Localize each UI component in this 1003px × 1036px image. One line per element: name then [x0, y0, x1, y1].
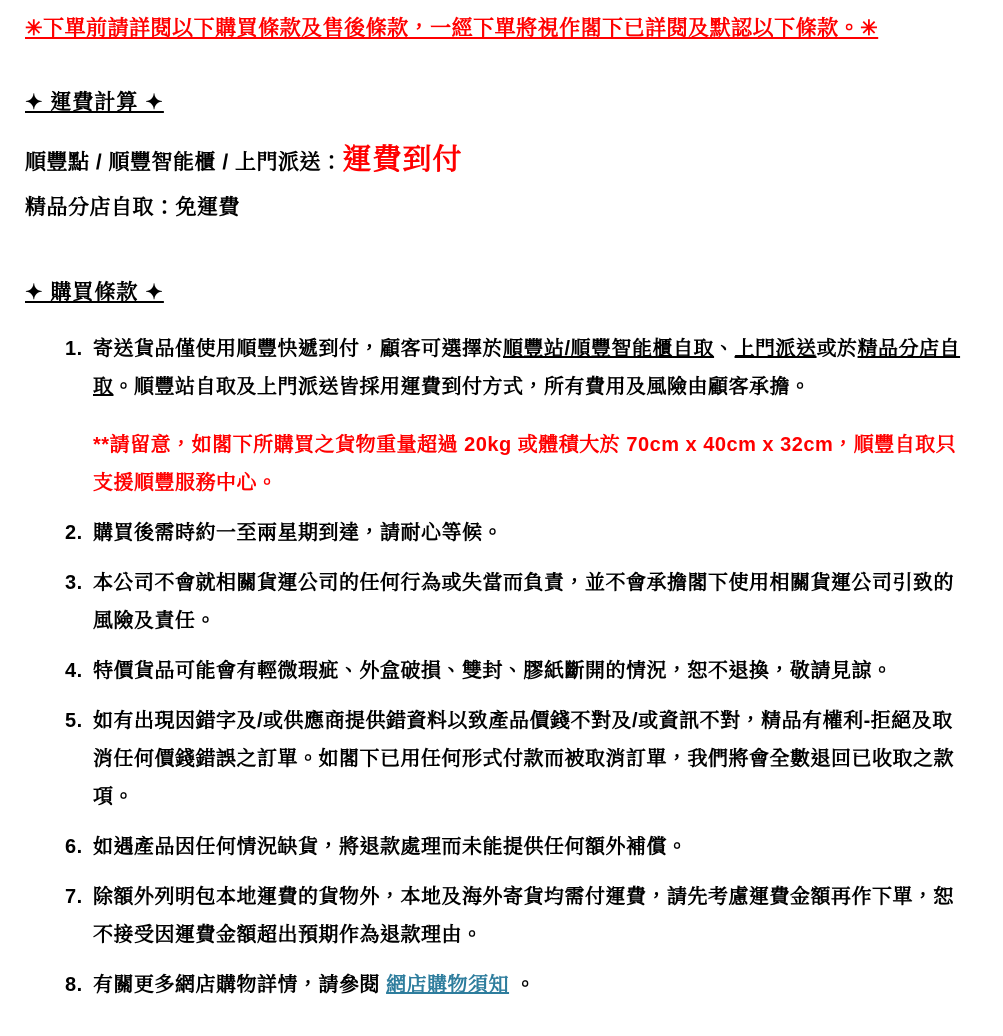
term-number: 2. [65, 522, 83, 544]
shipping-calc-heading: ✦ 運費計算 ✦ [25, 91, 164, 114]
shipping-cod-value: 運費到付 [342, 144, 463, 176]
term-segment: 有關更多網店購物詳情，請參閱 [93, 974, 387, 996]
term-number: 8. [65, 974, 83, 996]
term-number: 1. [65, 338, 83, 360]
term-segment: 購買後需時約一至兩星期到達，請耐心等候。 [93, 522, 503, 544]
term-item [65, 828, 965, 866]
term-segment: 或於 [816, 338, 858, 360]
underlined-term: 精品分店自取 [93, 338, 961, 398]
weight-limit-note: **請留意，如閣下所購買之貨物重量超過 20kg 或體積大於 70cm x 40cm x 32cm，順豐自取只支援順豐服務中心。 [93, 434, 957, 494]
purchase-terms-heading: ✦ 購買條款 ✦ [25, 281, 164, 304]
term-item [65, 878, 965, 954]
term-item [65, 514, 965, 552]
underlined-term: 上門派送 [734, 338, 817, 360]
term-text [93, 564, 965, 640]
pre-order-notice: ✳下單前請詳閱以下購買條款及售後條款，一經下單將視作閣下已詳閱及默認以下條款。✳ [25, 17, 879, 40]
term-segment: 特價貨品可能會有輕微瑕疵、外盒破損、雙封、膠紙斷開的情況，恕不退換，敬請見諒。 [93, 660, 893, 682]
term-text [93, 330, 965, 502]
term-item [65, 652, 965, 690]
term-segment: 除額外列明包本地運費的貨物外，本地及海外寄貨均需付運費，請先考慮運費金額再作下單，恕不接受因運費金額超出預期作為退款理由。 [93, 886, 954, 946]
term-number: 6. [65, 836, 83, 858]
term-text [93, 878, 965, 954]
underlined-term: 順豐站/順豐智能櫃自取 [503, 338, 715, 360]
shipping-methods-line [25, 140, 965, 183]
term-item [65, 702, 965, 816]
term-item [65, 564, 965, 640]
term-segment: 。 [509, 974, 536, 996]
term-text [93, 966, 965, 1004]
term-text [93, 514, 965, 552]
term-text [93, 702, 965, 816]
terms-list [25, 330, 965, 1004]
term-number: 7. [65, 886, 83, 908]
term-text [93, 652, 965, 690]
term-segment: 、 [714, 338, 735, 360]
term-segment: 如遇產品因任何情況缺貨，將退款處理而未能提供任何額外補償。 [93, 836, 688, 858]
shipping-methods-label: 順豐點 / 順豐智能櫃 / 上門派送： [25, 151, 343, 174]
term-number: 4. [65, 660, 83, 682]
term-segment: 。順豐站自取及上門派送皆採用運費到付方式，所有費用及風險由顧客承擔。 [113, 376, 811, 398]
term-number: 5. [65, 710, 83, 732]
term-segment: 本公司不會就相關貨運公司的任何行為或失當而負責，並不會承擔閣下使用相關貨運公司引致的風險及責任。 [93, 572, 954, 632]
term-number: 3. [65, 572, 83, 594]
term-segment: 寄送貨品僅使用順豐快遞到付，顧客可選擇於 [93, 338, 503, 360]
shop-guide-link[interactable]: 網店購物須知 [386, 974, 510, 996]
term-item [65, 966, 965, 1004]
term-text [93, 828, 965, 866]
store-pickup-line: 精品分店自取：免運費 [25, 196, 240, 219]
term-segment: 如有出現因錯字及/或供應商提供錯資料以致產品價錢不對及/或資訊不對，精品有權利-拒絕及取消任何價錢錯誤之訂單。如閣下已用任何形式付款而被取消訂單，我們將會全數退回已收取之款項。 [93, 710, 954, 808]
term-item [65, 330, 965, 502]
